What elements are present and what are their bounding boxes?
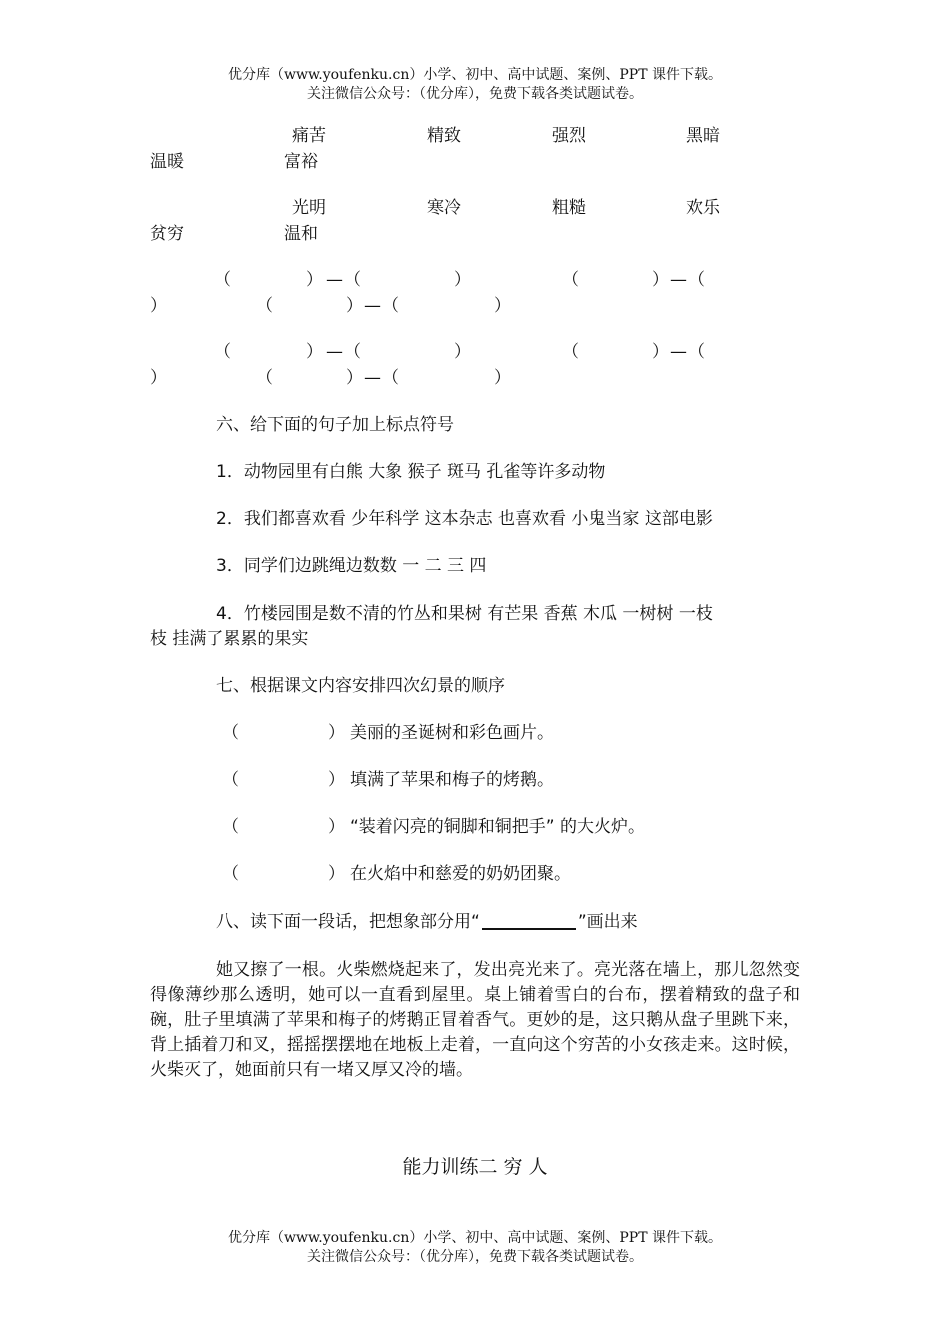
section-8-title-prefix: 八、读下面一段话，把想象部分用“ xyxy=(216,912,480,932)
order-blank-close: ） xyxy=(328,770,345,790)
paren-close: ） xyxy=(652,342,669,362)
dash: — xyxy=(364,296,381,316)
word-3: 强烈 xyxy=(552,126,586,146)
order-blank-open: （ xyxy=(222,817,239,837)
paren-close: ） xyxy=(346,296,363,316)
section-8-title-suffix: ”画出来 xyxy=(577,912,638,932)
dash: — xyxy=(670,342,687,362)
paren-open: （ xyxy=(256,296,273,316)
word-10: 欢乐 xyxy=(686,198,720,218)
order-blank-close: ） xyxy=(328,723,345,743)
paren-close: ） xyxy=(494,368,511,388)
footer-line-2: 关注微信公众号：（优分库），免费下载各类试题试卷。 xyxy=(307,1249,643,1265)
dash: — xyxy=(326,270,343,290)
word-5: 温暖 xyxy=(150,152,184,172)
section-7-item-2: 填满了苹果和梅子的烤鹅。 xyxy=(350,770,554,790)
section-7-item-1: 美丽的圣诞树和彩色画片。 xyxy=(350,723,554,743)
word-7: 光明 xyxy=(292,198,326,218)
word-4: 黑暗 xyxy=(686,126,720,146)
word-12: 温和 xyxy=(284,224,318,244)
paren-close: ） xyxy=(494,296,511,316)
paren-open: （ xyxy=(214,342,231,362)
section-6-item-4-line-2: 枝 挂满了累累的果实 xyxy=(150,629,309,649)
order-blank-open: （ xyxy=(222,770,239,790)
paren-close: ） xyxy=(346,368,363,388)
word-6: 富裕 xyxy=(284,152,318,172)
dash: — xyxy=(364,368,381,388)
underline-sample xyxy=(482,927,576,930)
order-blank-close: ） xyxy=(328,864,345,884)
order-blank-open: （ xyxy=(222,723,239,743)
header-line-2: 关注微信公众号：（优分库），免费下载各类试题试卷。 xyxy=(307,86,643,102)
paren-open: （ xyxy=(562,270,579,290)
order-blank-open: （ xyxy=(222,864,239,884)
paren-close: ） xyxy=(150,296,167,316)
section-6-item-1: 1．动物园里有白熊 大象 猴子 斑马 孔雀等许多动物 xyxy=(216,462,606,482)
paren-close: ） xyxy=(306,270,323,290)
dash: — xyxy=(670,270,687,290)
paren-open: （ xyxy=(562,342,579,362)
next-section-title: 能力训练二 穷 人 xyxy=(402,1156,548,1178)
paren-close: ） xyxy=(150,368,167,388)
paren-open: （ xyxy=(382,296,399,316)
paren-open: （ xyxy=(344,270,361,290)
paren-close: ） xyxy=(454,342,471,362)
section-6-title: 六、给下面的句子加上标点符号 xyxy=(216,415,454,435)
word-2: 精致 xyxy=(427,126,461,146)
paren-close: ） xyxy=(306,342,323,362)
section-8-title xyxy=(216,910,638,934)
word-11: 贫穷 xyxy=(150,224,184,244)
paren-open: （ xyxy=(382,368,399,388)
section-6-item-4-line-1: 4．竹楼园围是数不清的竹丛和果树 有芒果 香蕉 木瓜 一树树 一枝 xyxy=(216,604,713,624)
paren-open: （ xyxy=(688,270,705,290)
word-8: 寒冷 xyxy=(427,198,461,218)
paren-open: （ xyxy=(344,342,361,362)
paren-open: （ xyxy=(256,368,273,388)
section-6-item-2: 2．我们都喜欢看 少年科学 这本杂志 也喜欢看 小鬼当家 这部电影 xyxy=(216,509,713,529)
order-blank-close: ） xyxy=(328,817,345,837)
paren-close: ） xyxy=(454,270,471,290)
section-6-item-3: 3．同学们边跳绳边数数 一 二 三 四 xyxy=(216,556,487,576)
section-7-item-4: 在火焰中和慈爱的奶奶团聚。 xyxy=(350,864,571,884)
paren-open: （ xyxy=(688,342,705,362)
passage: 她又擦了一根。火柴燃烧起来了，发出亮光来了。亮光落在墙上，那儿忽然变得像薄纱那么透明，她可以一直看到屋里。桌上铺着雪白的台布，摆着精致的盘子和碗，肚子里填满了苹果和梅子的烤鹅正冒着香气。更妙的是，这只鹅从盘子里跳下来，背上插着刀和叉，摇摇摆摆地在地板上走着，一直向这个穷苦的小女孩走来。这时候，火柴灭了，她面前只有一堵又厚又冷的墙。 xyxy=(150,960,800,1080)
section-7-item-3: “装着闪亮的铜脚和铜把手” 的大火炉。 xyxy=(350,817,646,837)
header-line-1: 优分库（www.youfenku.cn）小学、初中、高中试题、案例、PPT 课件下载。 xyxy=(227,67,722,83)
dash: — xyxy=(326,342,343,362)
section-7-title: 七、根据课文内容安排四次幻景的顺序 xyxy=(216,676,505,696)
word-9: 粗糙 xyxy=(552,198,586,218)
footer-line-1: 优分库（www.youfenku.cn）小学、初中、高中试题、案例、PPT 课件下载。 xyxy=(227,1230,722,1246)
paren-close: ） xyxy=(652,270,669,290)
word-1: 痛苦 xyxy=(292,126,326,146)
paren-open: （ xyxy=(214,270,231,290)
